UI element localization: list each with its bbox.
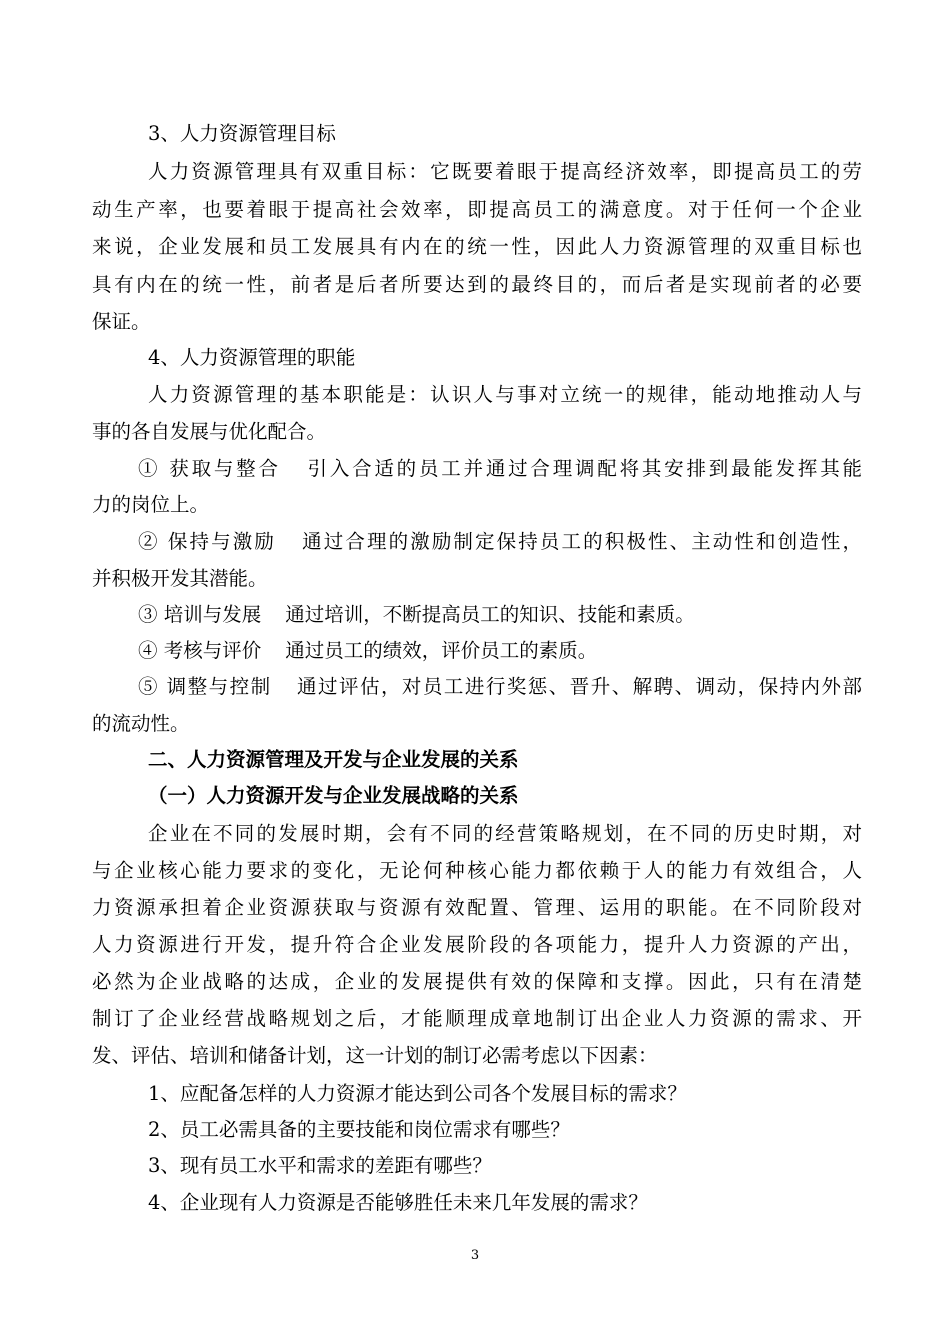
paragraph-line: 力资源承担着企业资源获取与资源有效配置、管理、运用的职能。在不同阶段对	[92, 896, 862, 919]
paragraph-line: 具有内在的统一性，前者是后者所要达到的最终目的，而后者是实现前者的必要	[92, 273, 862, 296]
question-item: 2、员工必需具备的主要技能和岗位需求有哪些？	[148, 1118, 570, 1141]
paragraph-line: 力的岗位上。	[92, 493, 210, 516]
function-item	[138, 638, 862, 664]
paragraph-line: 制订了企业经营战略规划之后，才能顺理成章地制订出企业人力资源的需求、开	[92, 1007, 862, 1030]
function-item	[138, 529, 862, 555]
function-desc: 通过员工的绩效，评价员工的素质。	[285, 639, 598, 662]
function-desc: 通过培训，不断提高员工的知识、技能和素质。	[285, 603, 695, 626]
paragraph-line: 动生产率，也要着眼于提高社会效率，即提高员工的满意度。对于任何一个企业	[92, 198, 862, 221]
part-2-subheading: （一）人力资源开发与企业发展战略的关系	[148, 784, 519, 807]
page-number: 3	[470, 1248, 480, 1263]
function-desc: 通过评估，对员工进行奖惩、晋升、解聘、调动，保持内外部	[295, 675, 862, 698]
function-term: ① 获取与整合	[138, 457, 281, 480]
question-item: 4、企业现有人力资源是否能够胜任未来几年发展的需求？	[148, 1191, 648, 1214]
function-term: ② 保持与激励	[138, 530, 277, 553]
paragraph-line: 事的各自发展与优化配合。	[92, 420, 327, 443]
question-item: 1、应配备怎样的人力资源才能达到公司各个发展目标的需求？	[148, 1082, 687, 1105]
paragraph-line: 的流动性。	[92, 712, 190, 735]
paragraph-line: 人力资源管理的基本职能是：认识人与事对立统一的规律，能动地推动人与	[148, 383, 862, 406]
paragraph-line: 人力资源管理具有双重目标：它既要着眼于提高经济效率，即提高员工的劳	[148, 160, 862, 183]
paragraph-line: 保证。	[92, 310, 151, 333]
paragraph-line: 并积极开发其潜能。	[92, 567, 268, 590]
function-desc: 通过合理的激励制定保持员工的积极性、主动性和创造性，	[300, 530, 862, 553]
function-term: ③ 培训与发展	[138, 603, 262, 626]
function-item	[138, 456, 862, 482]
question-item: 3、现有员工水平和需求的差距有哪些？	[148, 1154, 492, 1177]
paragraph-line: 发、评估、培训和储备计划，这一计划的制订必需考虑以下因素：	[92, 1044, 658, 1067]
paragraph-line: 人力资源进行开发，提升符合企业发展阶段的各项能力，提升人力资源的产出，	[92, 933, 862, 956]
function-desc: 引入合适的员工并通过合理调配将其安排到最能发挥其能	[304, 457, 862, 480]
function-term: ⑤ 调整与控制	[138, 675, 272, 698]
part-2-heading: 二、人力资源管理及开发与企业发展的关系	[148, 748, 519, 771]
paragraph-line: 来说，企业发展和员工发展具有内在的统一性，因此人力资源管理的双重目标也	[92, 235, 862, 258]
function-term: ④ 考核与评价	[138, 639, 262, 662]
paragraph-line: 必然为企业战略的达成，企业的发展提供有效的保障和支撑。因此，只有在清楚	[92, 970, 862, 993]
paragraph-line: 与企业核心能力要求的变化，无论何种核心能力都依赖于人的能力有效组合，人	[92, 859, 862, 882]
function-item	[138, 674, 862, 700]
function-item	[138, 602, 862, 628]
paragraph-line: 企业在不同的发展时期，会有不同的经营策略规划，在不同的历史时期，对	[148, 822, 862, 845]
section-4-heading: 4、人力资源管理的职能	[148, 346, 356, 369]
section-3-heading: 3、人力资源管理目标	[148, 122, 336, 145]
